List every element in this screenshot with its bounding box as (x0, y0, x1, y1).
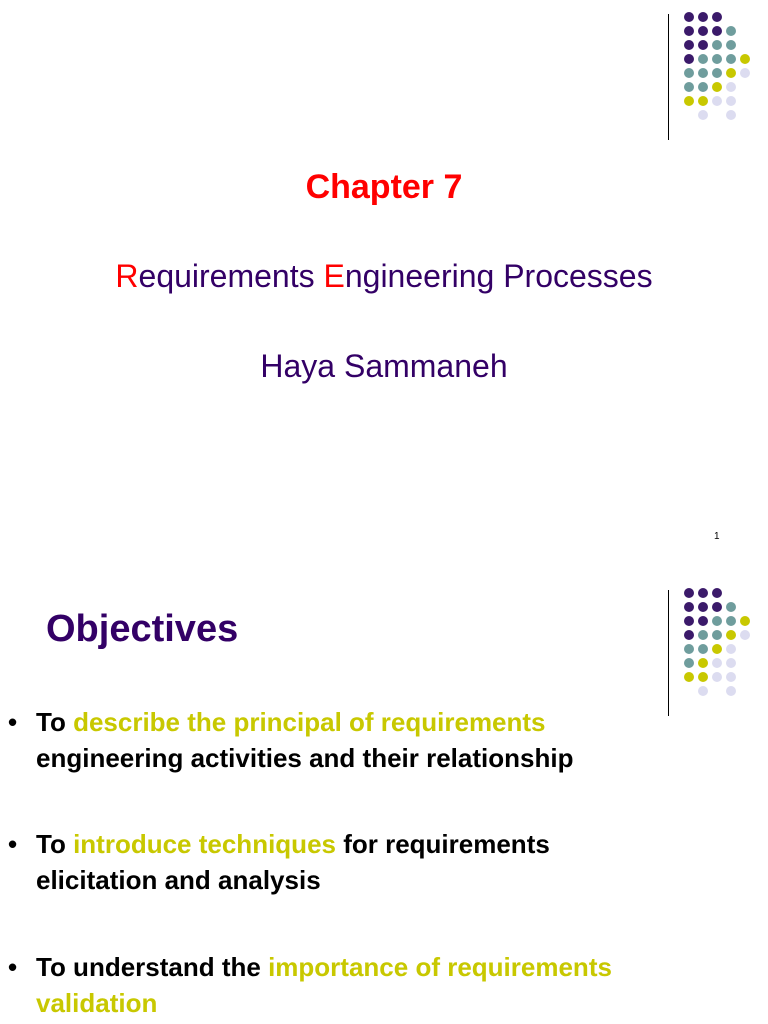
objective-item-3 (8, 949, 726, 1021)
objective-item-2 (8, 826, 636, 898)
objective-text-pre: To (36, 829, 74, 859)
divider-line (668, 14, 669, 140)
objective-text-post: for requirements elicitation and analysis (36, 829, 550, 895)
objective-text-pre: To understand the (36, 952, 269, 982)
objective-highlight: introduce techniques (73, 829, 336, 859)
divider-line (668, 590, 669, 716)
objective-text-pre: To (36, 707, 74, 737)
objective-item-1 (8, 704, 736, 776)
subtitle-text-2: ngineering Processes (344, 258, 653, 294)
chapter-title: Chapter 7 (305, 168, 463, 206)
objectives-title: Objectives (46, 608, 239, 650)
slide-subtitle (0, 258, 768, 295)
subtitle-initial-r: R (115, 258, 139, 294)
bullet-dot-icon: • (8, 952, 18, 982)
bullet-dot-icon: • (8, 707, 18, 737)
author-name: Haya Sammaneh (260, 348, 508, 384)
subtitle-initial-e: E (323, 258, 345, 294)
objective-text-post: engineering activities and their relationship (36, 743, 574, 773)
objective-highlight: importance of requirements validation (36, 952, 612, 1018)
page-number: 1 (714, 531, 720, 542)
bullet-dot-icon: • (8, 829, 18, 859)
objective-highlight: describe the principal of requirements (73, 707, 546, 737)
subtitle-text-1: equirements (138, 258, 324, 294)
